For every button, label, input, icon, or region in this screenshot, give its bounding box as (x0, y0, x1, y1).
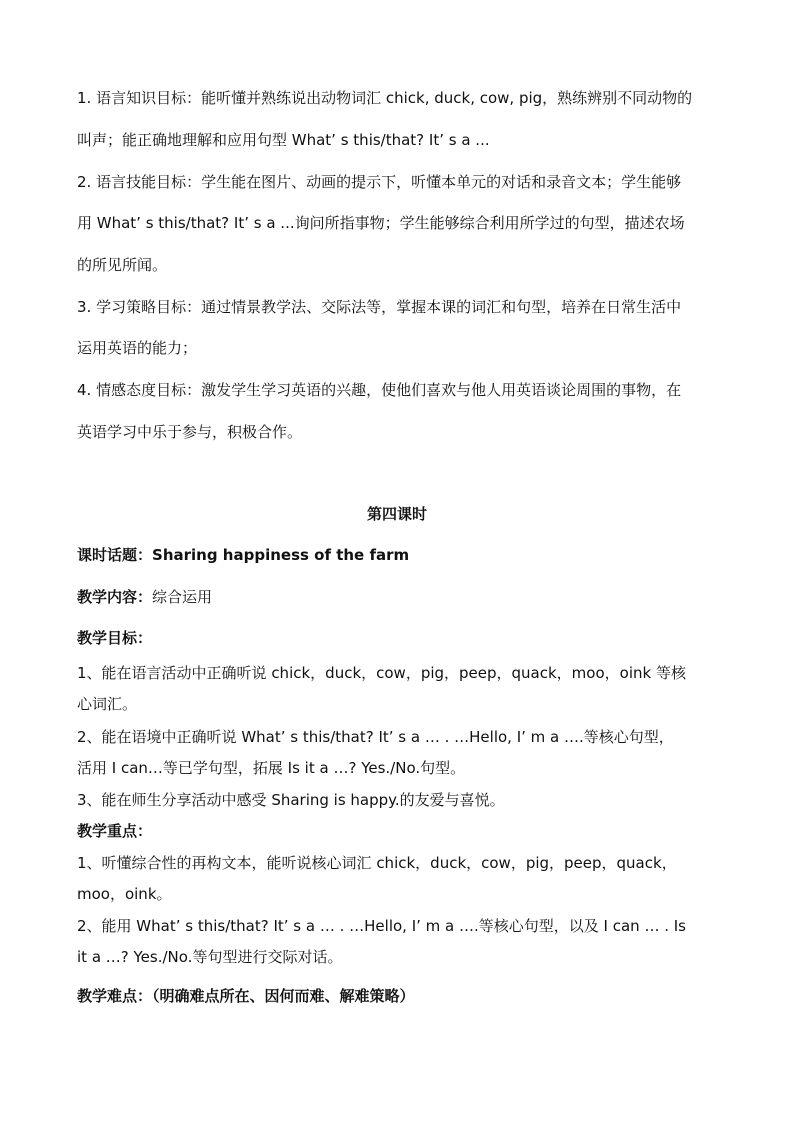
key-point-1-line-1: 1、听懂综合性的再构文本，能听说核心词汇 chick，duck，cow，pig，peep，quack， (77, 854, 677, 872)
objective-3-line-1: 3. 学习策略目标：通过情景教学法、交际法等，掌握本课的词汇和句型，培养在日常生活中 (77, 298, 682, 316)
topic-value: Sharing happiness of the farm (152, 546, 410, 564)
objective-1-line-1: 1. 语言知识目标：能听懂并熟练说出动物词汇 chick, duck, cow, pig，熟练辨别不同动物的 (77, 89, 693, 107)
objective-3-line-2: 运用英语的能力； (77, 339, 198, 357)
topic-row (77, 544, 722, 566)
objective-4-line-1: 4. 情感态度目标：激发学生学习英语的兴趣，使他们喜欢与他人用英语谈论周围的事物，在 (77, 381, 682, 399)
key-point-1-line-2: moo，oink。 (77, 885, 172, 903)
objective-2-line-3: 的所见所闻。 (77, 256, 168, 274)
goal-2-line-2: 活用 I can…等已学句型，拓展 Is it a …? Yes./No.句型。 (77, 759, 466, 777)
content-row (77, 586, 722, 608)
objective-2-line-2: 用 What’ s this/that? It’ s a ...询问所指事物；学生能够综合利用所学过的句型，描述农场 (77, 214, 685, 232)
goal-3-line-1: 3、能在师生分享活动中感受 Sharing is happy.的友爱与喜悦。 (77, 791, 505, 809)
difficulty-label: 教学难点：（明确难点所在、因何而难、解难策略） (77, 987, 415, 1005)
lesson-heading: 第四课时 (366, 505, 427, 523)
content-value: 综合运用 (152, 588, 213, 606)
objective-1-line-2: 叫声；能正确地理解和应用句型 What’ s this/that? It’ s a ... (77, 131, 490, 149)
objective-2-line-1: 2. 语言技能目标：学生能在图片、动画的提示下，听懂本单元的对话和录音文本；学生能够 (77, 173, 682, 191)
key-points-label: 教学重点： (77, 822, 153, 840)
key-point-2-line-2: it a …? Yes./No.等句型进行交际对话。 (77, 948, 343, 966)
topic-label: 课时话题： (77, 546, 153, 564)
goals-label: 教学目标： (77, 629, 153, 647)
content-label: 教学内容： (77, 588, 153, 606)
objective-4-line-2: 英语学习中乐于参与，积极合作。 (77, 423, 303, 441)
goal-1-line-2: 心词汇。 (77, 695, 138, 713)
goal-2-line-1: 2、能在语境中正确听说 What’ s this/that? It’ s a … . …Hello, I’ m a ….等核心句型， (77, 728, 674, 746)
goal-1-line-1: 1、能在语言活动中正确听说 chick，duck，cow，pig，peep，quack，moo，oink 等核 (77, 664, 686, 682)
key-point-2-line-1: 2、能用 What’ s this/that? It’ s a … . …Hello, I’ m a ….等核心句型，以及 I can … . Is (77, 917, 686, 935)
